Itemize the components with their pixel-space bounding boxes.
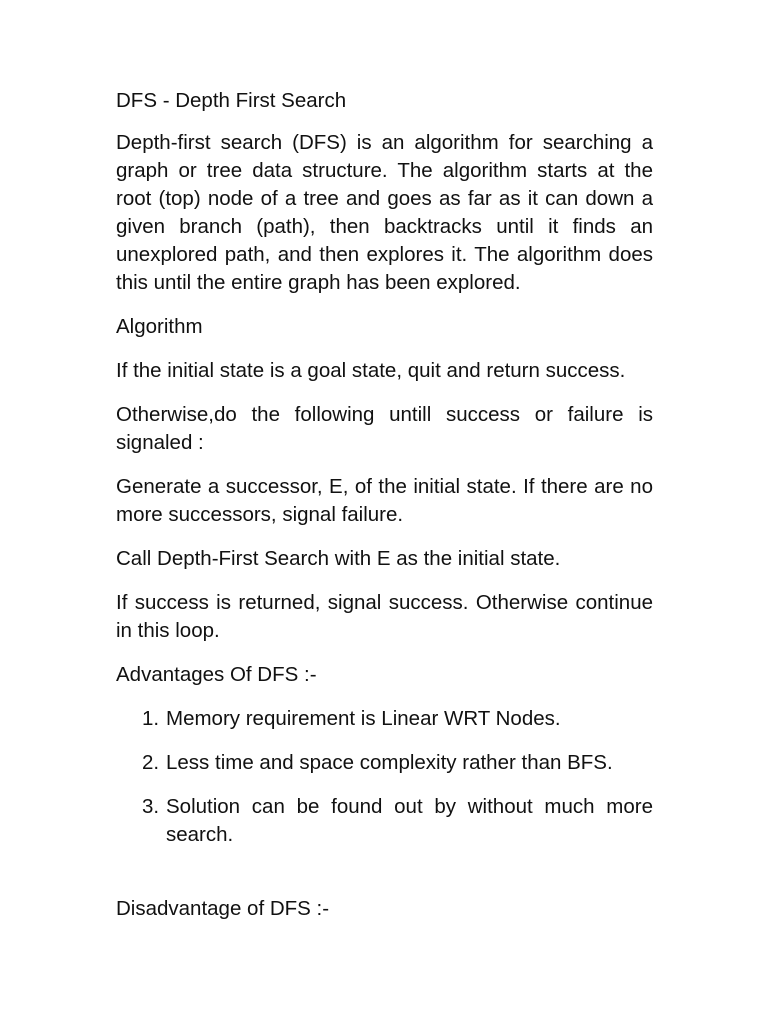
disadvantages-heading: Disadvantage of DFS :- bbox=[116, 897, 330, 920]
advantages-heading: Advantages Of DFS :- bbox=[116, 663, 317, 686]
advantage-number: 1. bbox=[142, 707, 160, 730]
document-content bbox=[116, 87, 653, 939]
algorithm-step: If success is returned, signal success. Otherwise continue in this loop. bbox=[116, 591, 653, 642]
algorithm-heading: Algorithm bbox=[116, 315, 203, 338]
algorithm-step: Call Depth-First Search with E as the initial state. bbox=[116, 547, 561, 570]
advantage-number: 3. bbox=[142, 795, 160, 818]
algorithm-step: If the initial state is a goal state, quit and return success. bbox=[116, 359, 626, 382]
algorithm-step: Otherwise,do the following untill success or failure is signaled : bbox=[116, 403, 653, 454]
algorithm-step: Generate a successor, E, of the initial state. If there are no more successors, signal failure. bbox=[116, 475, 653, 526]
advantage-item bbox=[142, 705, 653, 733]
section-spacer bbox=[116, 865, 653, 895]
advantage-text: Memory requirement is Linear WRT Nodes. bbox=[166, 707, 561, 730]
advantages-list bbox=[116, 705, 653, 849]
advantage-item bbox=[142, 793, 653, 849]
advantage-text: Less time and space complexity rather than BFS. bbox=[166, 751, 613, 774]
intro-paragraph: Depth-first search (DFS) is an algorithm for searching a graph or tree data structure. The algorithm starts at the root (top) node of a tree and goes as far as it can down a given branch (path), then backtracks until it finds an unexplored path, and then explores it. The algorithm does this until the entire graph has been explored. bbox=[116, 131, 653, 294]
advantage-number: 2. bbox=[142, 751, 160, 774]
advantage-text: Solution can be found out by without much more search. bbox=[166, 795, 653, 846]
document-title: DFS - Depth First Search bbox=[116, 89, 347, 112]
advantage-item bbox=[142, 749, 653, 777]
